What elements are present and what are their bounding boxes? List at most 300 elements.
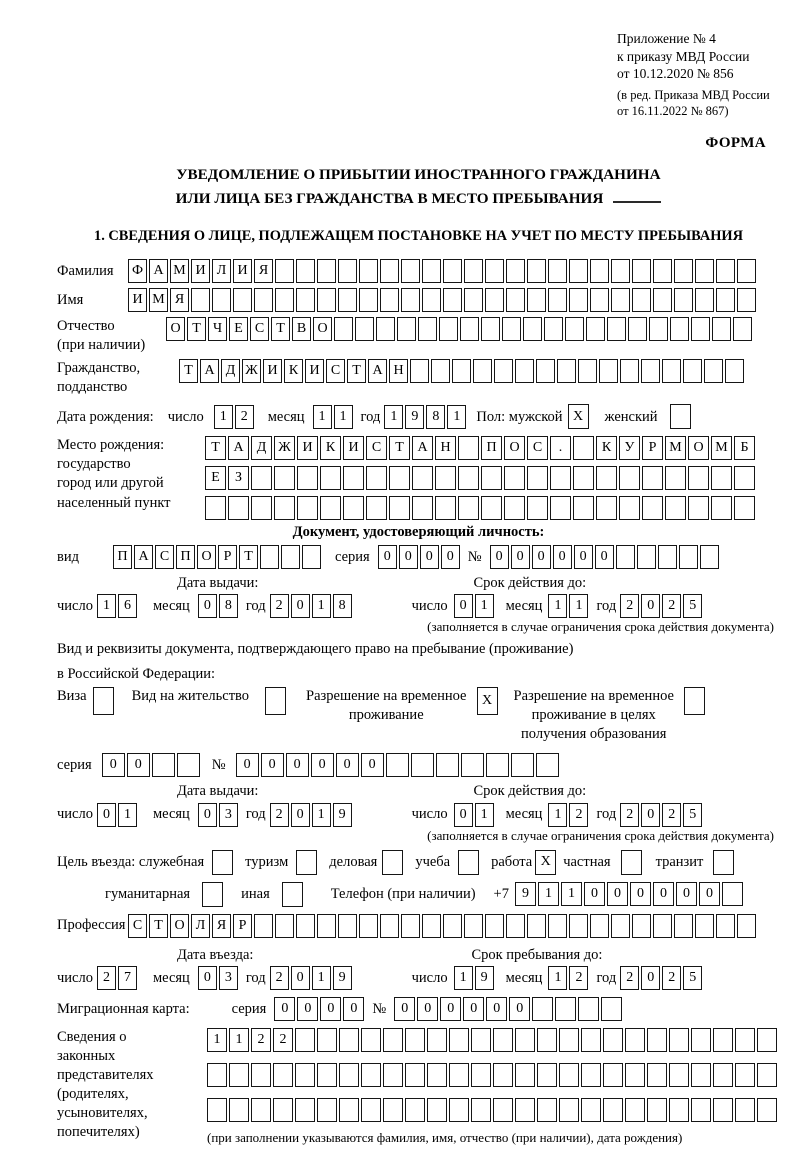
firstname-cell[interactable] (485, 288, 504, 312)
citizenship-cell[interactable]: Т (347, 359, 366, 383)
birthplace-line2-cell[interactable] (734, 466, 755, 490)
birthplace-line1-cell[interactable] (573, 436, 594, 460)
birthplace-line2-cell[interactable] (596, 466, 617, 490)
representatives-line1-cell[interactable] (493, 1028, 513, 1052)
doc-number-cell[interactable]: 0 (490, 545, 509, 569)
citizenship-cell[interactable] (410, 359, 429, 383)
representatives-line2-cell[interactable] (493, 1063, 513, 1087)
citizenship-cell[interactable]: К (284, 359, 303, 383)
firstname-cell[interactable] (233, 288, 252, 312)
patronymic-cell[interactable]: Т (271, 317, 290, 341)
representatives-line1-cell[interactable] (713, 1028, 733, 1052)
permit-series-cell[interactable] (177, 753, 200, 777)
profession-cell[interactable] (443, 914, 462, 938)
surname-cell[interactable]: Л (212, 259, 231, 283)
doc-issue-day-cell[interactable]: 1 (97, 594, 116, 618)
patronymic-cell[interactable] (481, 317, 500, 341)
representatives-line2-cell[interactable] (449, 1063, 469, 1087)
permit-series-cell[interactable]: 0 (127, 753, 150, 777)
representatives-line1-cell[interactable] (647, 1028, 667, 1052)
phone-cell[interactable]: 0 (607, 882, 628, 906)
citizenship-cell[interactable] (725, 359, 744, 383)
permit-valid-month-cell[interactable]: 1 (548, 803, 567, 827)
birthplace-line3-cell[interactable] (688, 496, 709, 520)
profession-cell[interactable] (485, 914, 504, 938)
doc-issue-year-cell[interactable]: 0 (291, 594, 310, 618)
birthplace-line3-cell[interactable] (458, 496, 479, 520)
birthplace-line3-cell[interactable] (412, 496, 433, 520)
firstname-cell[interactable] (296, 288, 315, 312)
representatives-line1-cell[interactable] (449, 1028, 469, 1052)
birthplace-line1-cell[interactable]: С (527, 436, 548, 460)
citizenship-cell[interactable]: Н (389, 359, 408, 383)
birthplace-line1-cell[interactable]: У (619, 436, 640, 460)
mc-number-cell[interactable] (601, 997, 622, 1021)
doc-series-cell[interactable]: 0 (420, 545, 439, 569)
representatives-line2-cell[interactable] (251, 1063, 271, 1087)
permit-issue-day-cell[interactable]: 1 (118, 803, 137, 827)
surname-cell[interactable] (338, 259, 357, 283)
mc-number-cell[interactable]: 0 (440, 997, 461, 1021)
representatives-line1-cell[interactable] (339, 1028, 359, 1052)
representatives-line2-cell[interactable] (471, 1063, 491, 1087)
mc-number-cell[interactable]: 0 (394, 997, 415, 1021)
phone-cell[interactable]: 0 (584, 882, 605, 906)
birthplace-line3-cell[interactable] (389, 496, 410, 520)
profession-cell[interactable] (569, 914, 588, 938)
citizenship-cell[interactable] (704, 359, 723, 383)
purpose-work-checkbox[interactable]: X (535, 850, 556, 875)
representatives-line2-cell[interactable] (625, 1063, 645, 1087)
firstname-cell[interactable] (338, 288, 357, 312)
permit-issue-month-cell[interactable]: 3 (219, 803, 238, 827)
citizenship-cell[interactable] (620, 359, 639, 383)
representatives-line1-cell[interactable]: 1 (207, 1028, 227, 1052)
permit-valid-year-cell[interactable]: 5 (683, 803, 702, 827)
doc-issue-day-cell[interactable]: 6 (118, 594, 137, 618)
birth-year-cell[interactable]: 1 (447, 405, 466, 429)
birthplace-line3-cell[interactable] (481, 496, 502, 520)
phone-cell[interactable]: 0 (653, 882, 674, 906)
phone-cell[interactable] (722, 882, 743, 906)
birthplace-line1-cell[interactable]: Т (205, 436, 226, 460)
representatives-line2-cell[interactable] (361, 1063, 381, 1087)
representatives-line3-cell[interactable] (493, 1098, 513, 1122)
birthplace-line2-cell[interactable] (711, 466, 732, 490)
mc-series-cell[interactable]: 0 (297, 997, 318, 1021)
birthplace-line2-cell[interactable] (343, 466, 364, 490)
surname-cell[interactable] (695, 259, 714, 283)
patronymic-cell[interactable]: Ч (208, 317, 227, 341)
mc-number-cell[interactable] (555, 997, 576, 1021)
birthplace-line2-cell[interactable] (527, 466, 548, 490)
mc-series-cell[interactable]: 0 (320, 997, 341, 1021)
entry-day-cell[interactable]: 2 (97, 966, 116, 990)
surname-cell[interactable] (275, 259, 294, 283)
representatives-line3-cell[interactable] (317, 1098, 337, 1122)
birthplace-line2-cell[interactable] (435, 466, 456, 490)
firstname-cell[interactable] (464, 288, 483, 312)
birthplace-line1-cell[interactable]: С (366, 436, 387, 460)
birthplace-line1-cell[interactable]: Р (642, 436, 663, 460)
representatives-line2-cell[interactable] (581, 1063, 601, 1087)
birthplace-line3-cell[interactable] (527, 496, 548, 520)
doc-kind-cell[interactable]: А (134, 545, 153, 569)
representatives-line1-cell[interactable] (537, 1028, 557, 1052)
birthplace-line3-cell[interactable] (435, 496, 456, 520)
doc-kind-cell[interactable]: П (176, 545, 195, 569)
profession-cell[interactable] (506, 914, 525, 938)
entry-day-cell[interactable]: 7 (118, 966, 137, 990)
birthplace-line3-cell[interactable] (734, 496, 755, 520)
representatives-line3-cell[interactable] (295, 1098, 315, 1122)
citizenship-cell[interactable]: Т (179, 359, 198, 383)
representatives-line2-cell[interactable] (691, 1063, 711, 1087)
representatives-line3-cell[interactable] (273, 1098, 293, 1122)
permit-valid-year-cell[interactable]: 0 (641, 803, 660, 827)
representatives-line3-cell[interactable] (251, 1098, 271, 1122)
citizenship-cell[interactable] (452, 359, 471, 383)
surname-cell[interactable] (674, 259, 693, 283)
phone-cell[interactable]: 0 (676, 882, 697, 906)
firstname-cell[interactable] (716, 288, 735, 312)
representatives-line2-cell[interactable] (295, 1063, 315, 1087)
representatives-line2-cell[interactable] (735, 1063, 755, 1087)
representatives-line3-cell[interactable] (207, 1098, 227, 1122)
permit-number-cell[interactable]: 0 (236, 753, 259, 777)
representatives-line1-cell[interactable] (581, 1028, 601, 1052)
patronymic-cell[interactable]: В (292, 317, 311, 341)
birthplace-line3-cell[interactable] (251, 496, 272, 520)
doc-kind-cell[interactable] (260, 545, 279, 569)
patronymic-cell[interactable]: О (166, 317, 185, 341)
birthplace-line2-cell[interactable] (458, 466, 479, 490)
firstname-cell[interactable] (380, 288, 399, 312)
patronymic-cell[interactable] (565, 317, 584, 341)
birthplace-line1-cell[interactable]: Т (389, 436, 410, 460)
birthplace-line1-cell[interactable]: А (412, 436, 433, 460)
representatives-line1-cell[interactable] (383, 1028, 403, 1052)
birthplace-line3-cell[interactable] (366, 496, 387, 520)
firstname-cell[interactable] (611, 288, 630, 312)
surname-cell[interactable]: И (191, 259, 210, 283)
doc-kind-cell[interactable]: П (113, 545, 132, 569)
birthplace-line2-cell[interactable] (665, 466, 686, 490)
representatives-line3-cell[interactable] (383, 1098, 403, 1122)
birthplace-line1-cell[interactable]: А (228, 436, 249, 460)
representatives-line3-cell[interactable] (471, 1098, 491, 1122)
phone-cell[interactable]: 0 (630, 882, 651, 906)
representatives-line2-cell[interactable] (317, 1063, 337, 1087)
doc-valid-day-cell[interactable]: 0 (454, 594, 473, 618)
firstname-cell[interactable] (590, 288, 609, 312)
firstname-cell[interactable]: М (149, 288, 168, 312)
citizenship-cell[interactable] (494, 359, 513, 383)
mc-number-cell[interactable]: 0 (463, 997, 484, 1021)
doc-valid-year-cell[interactable]: 2 (662, 594, 681, 618)
permit-valid-year-cell[interactable]: 2 (620, 803, 639, 827)
permit-series-cell[interactable] (152, 753, 175, 777)
stay-month-cell[interactable]: 1 (548, 966, 567, 990)
permit-issue-year-cell[interactable]: 9 (333, 803, 352, 827)
profession-cell[interactable] (464, 914, 483, 938)
permit-issue-day-cell[interactable]: 0 (97, 803, 116, 827)
temp-residence-checkbox[interactable]: X (477, 687, 498, 715)
surname-cell[interactable] (632, 259, 651, 283)
birthplace-line3-cell[interactable] (228, 496, 249, 520)
patronymic-cell[interactable]: Т (187, 317, 206, 341)
representatives-line2-cell[interactable] (669, 1063, 689, 1087)
stay-year-cell[interactable]: 0 (641, 966, 660, 990)
firstname-cell[interactable]: Я (170, 288, 189, 312)
birthplace-line3-cell[interactable] (297, 496, 318, 520)
representatives-line3-cell[interactable] (625, 1098, 645, 1122)
patronymic-cell[interactable] (733, 317, 752, 341)
birthplace-line3-cell[interactable] (665, 496, 686, 520)
birth-day-cell[interactable]: 1 (214, 405, 233, 429)
permit-valid-day-cell[interactable]: 0 (454, 803, 473, 827)
doc-series-cell[interactable]: 0 (441, 545, 460, 569)
representatives-line3-cell[interactable] (405, 1098, 425, 1122)
patronymic-cell[interactable] (376, 317, 395, 341)
stay-day-cell[interactable]: 1 (454, 966, 473, 990)
firstname-cell[interactable] (506, 288, 525, 312)
purpose-humanitarian-checkbox[interactable] (202, 882, 223, 907)
firstname-cell[interactable] (317, 288, 336, 312)
surname-cell[interactable]: И (233, 259, 252, 283)
firstname-cell[interactable] (254, 288, 273, 312)
birthplace-line2-cell[interactable] (297, 466, 318, 490)
birthplace-line1-cell[interactable]: Б (734, 436, 755, 460)
profession-cell[interactable]: Р (233, 914, 252, 938)
firstname-cell[interactable] (632, 288, 651, 312)
citizenship-cell[interactable]: С (326, 359, 345, 383)
mc-number-cell[interactable] (578, 997, 599, 1021)
phone-cell[interactable]: 1 (538, 882, 559, 906)
profession-cell[interactable] (737, 914, 756, 938)
representatives-line2-cell[interactable] (559, 1063, 579, 1087)
citizenship-cell[interactable] (473, 359, 492, 383)
representatives-line2-cell[interactable] (647, 1063, 667, 1087)
birthplace-line2-cell[interactable] (688, 466, 709, 490)
permit-number-cell[interactable] (486, 753, 509, 777)
citizenship-cell[interactable]: А (200, 359, 219, 383)
representatives-line2-cell[interactable] (273, 1063, 293, 1087)
permit-issue-year-cell[interactable]: 1 (312, 803, 331, 827)
representatives-line1-cell[interactable] (669, 1028, 689, 1052)
representatives-line3-cell[interactable] (735, 1098, 755, 1122)
citizenship-cell[interactable] (683, 359, 702, 383)
representatives-line2-cell[interactable] (537, 1063, 557, 1087)
birthplace-line3-cell[interactable] (573, 496, 594, 520)
representatives-line1-cell[interactable] (559, 1028, 579, 1052)
birthplace-line1-cell[interactable]: Д (251, 436, 272, 460)
representatives-line1-cell[interactable]: 2 (273, 1028, 293, 1052)
citizenship-cell[interactable] (578, 359, 597, 383)
representatives-line3-cell[interactable] (229, 1098, 249, 1122)
doc-number-cell[interactable] (679, 545, 698, 569)
birthplace-line2-cell[interactable] (642, 466, 663, 490)
patronymic-cell[interactable]: Е (229, 317, 248, 341)
surname-cell[interactable] (506, 259, 525, 283)
patronymic-cell[interactable] (334, 317, 353, 341)
birthplace-line2-cell[interactable] (389, 466, 410, 490)
birthplace-line1-cell[interactable]: Н (435, 436, 456, 460)
doc-valid-year-cell[interactable]: 0 (641, 594, 660, 618)
surname-cell[interactable] (443, 259, 462, 283)
profession-cell[interactable] (338, 914, 357, 938)
birthplace-line2-cell[interactable] (481, 466, 502, 490)
representatives-line2-cell[interactable] (603, 1063, 623, 1087)
purpose-tourism-checkbox[interactable] (296, 850, 317, 875)
birth-day-cell[interactable]: 2 (235, 405, 254, 429)
firstname-cell[interactable] (527, 288, 546, 312)
patronymic-cell[interactable] (628, 317, 647, 341)
entry-year-cell[interactable]: 9 (333, 966, 352, 990)
representatives-line2-cell[interactable] (383, 1063, 403, 1087)
purpose-business-checkbox[interactable] (382, 850, 403, 875)
surname-cell[interactable] (422, 259, 441, 283)
purpose-private-checkbox[interactable] (621, 850, 642, 875)
firstname-cell[interactable] (212, 288, 231, 312)
representatives-line3-cell[interactable] (713, 1098, 733, 1122)
doc-number-cell[interactable]: 0 (553, 545, 572, 569)
representatives-line3-cell[interactable] (515, 1098, 535, 1122)
birthplace-line2-cell[interactable] (550, 466, 571, 490)
birthplace-line2-cell[interactable] (274, 466, 295, 490)
birthplace-line1-cell[interactable]: И (297, 436, 318, 460)
birthplace-line1-cell[interactable]: М (665, 436, 686, 460)
doc-kind-cell[interactable]: Т (239, 545, 258, 569)
doc-issue-year-cell[interactable]: 2 (270, 594, 289, 618)
birthplace-line3-cell[interactable] (596, 496, 617, 520)
representatives-line3-cell[interactable] (339, 1098, 359, 1122)
stay-day-cell[interactable]: 9 (475, 966, 494, 990)
doc-kind-cell[interactable] (281, 545, 300, 569)
profession-cell[interactable] (632, 914, 651, 938)
surname-cell[interactable] (464, 259, 483, 283)
representatives-line2-cell[interactable] (757, 1063, 777, 1087)
representatives-line1-cell[interactable] (317, 1028, 337, 1052)
representatives-line3-cell[interactable] (581, 1098, 601, 1122)
profession-cell[interactable] (611, 914, 630, 938)
surname-cell[interactable] (716, 259, 735, 283)
citizenship-cell[interactable]: Ж (242, 359, 261, 383)
stay-year-cell[interactable]: 2 (620, 966, 639, 990)
representatives-line1-cell[interactable]: 2 (251, 1028, 271, 1052)
doc-valid-month-cell[interactable]: 1 (569, 594, 588, 618)
firstname-cell[interactable] (569, 288, 588, 312)
patronymic-cell[interactable] (670, 317, 689, 341)
surname-cell[interactable] (590, 259, 609, 283)
residence-permit-checkbox[interactable] (265, 687, 286, 715)
surname-cell[interactable]: М (170, 259, 189, 283)
entry-month-cell[interactable]: 3 (219, 966, 238, 990)
birthplace-line3-cell[interactable] (642, 496, 663, 520)
birthplace-line3-cell[interactable] (711, 496, 732, 520)
firstname-cell[interactable] (548, 288, 567, 312)
doc-issue-year-cell[interactable]: 1 (312, 594, 331, 618)
birthplace-line2-cell[interactable] (573, 466, 594, 490)
birthplace-line1-cell[interactable]: И (343, 436, 364, 460)
entry-month-cell[interactable]: 0 (198, 966, 217, 990)
firstname-cell[interactable] (191, 288, 210, 312)
birth-month-cell[interactable]: 1 (313, 405, 332, 429)
profession-cell[interactable] (401, 914, 420, 938)
permit-number-cell[interactable] (536, 753, 559, 777)
purpose-study-checkbox[interactable] (458, 850, 479, 875)
doc-series-cell[interactable]: 0 (399, 545, 418, 569)
sex-male-checkbox[interactable]: X (568, 404, 589, 429)
representatives-line2-cell[interactable] (713, 1063, 733, 1087)
surname-cell[interactable]: Я (254, 259, 273, 283)
phone-cell[interactable]: 9 (515, 882, 536, 906)
birthplace-line3-cell[interactable] (619, 496, 640, 520)
doc-issue-year-cell[interactable]: 8 (333, 594, 352, 618)
permit-number-cell[interactable]: 0 (311, 753, 334, 777)
doc-number-cell[interactable]: 0 (595, 545, 614, 569)
citizenship-cell[interactable] (431, 359, 450, 383)
profession-cell[interactable] (716, 914, 735, 938)
representatives-line1-cell[interactable] (735, 1028, 755, 1052)
patronymic-cell[interactable]: О (313, 317, 332, 341)
profession-cell[interactable] (296, 914, 315, 938)
representatives-line3-cell[interactable] (691, 1098, 711, 1122)
citizenship-cell[interactable] (641, 359, 660, 383)
doc-number-cell[interactable] (637, 545, 656, 569)
birthplace-line3-cell[interactable] (550, 496, 571, 520)
birthplace-line1-cell[interactable]: О (504, 436, 525, 460)
surname-cell[interactable] (737, 259, 756, 283)
representatives-line1-cell[interactable] (515, 1028, 535, 1052)
profession-cell[interactable] (695, 914, 714, 938)
doc-valid-year-cell[interactable]: 2 (620, 594, 639, 618)
patronymic-cell[interactable] (355, 317, 374, 341)
firstname-cell[interactable] (422, 288, 441, 312)
profession-cell[interactable] (422, 914, 441, 938)
firstname-cell[interactable] (401, 288, 420, 312)
phone-cell[interactable]: 1 (561, 882, 582, 906)
doc-number-cell[interactable] (658, 545, 677, 569)
birthplace-line2-cell[interactable] (320, 466, 341, 490)
representatives-line2-cell[interactable] (405, 1063, 425, 1087)
purpose-transit-checkbox[interactable] (713, 850, 734, 875)
permit-number-cell[interactable] (511, 753, 534, 777)
representatives-line1-cell[interactable] (405, 1028, 425, 1052)
representatives-line3-cell[interactable] (603, 1098, 623, 1122)
citizenship-cell[interactable]: И (305, 359, 324, 383)
permit-issue-year-cell[interactable]: 2 (270, 803, 289, 827)
permit-number-cell[interactable]: 0 (286, 753, 309, 777)
birthplace-line3-cell[interactable] (320, 496, 341, 520)
representatives-line3-cell[interactable] (559, 1098, 579, 1122)
birthplace-line2-cell[interactable] (504, 466, 525, 490)
patronymic-cell[interactable] (544, 317, 563, 341)
representatives-line3-cell[interactable] (449, 1098, 469, 1122)
representatives-line3-cell[interactable] (757, 1098, 777, 1122)
profession-cell[interactable] (527, 914, 546, 938)
firstname-cell[interactable] (695, 288, 714, 312)
citizenship-cell[interactable] (557, 359, 576, 383)
citizenship-cell[interactable] (662, 359, 681, 383)
doc-issue-month-cell[interactable]: 0 (198, 594, 217, 618)
permit-number-cell[interactable]: 0 (261, 753, 284, 777)
mc-number-cell[interactable] (532, 997, 553, 1021)
patronymic-cell[interactable] (418, 317, 437, 341)
phone-cell[interactable]: 0 (699, 882, 720, 906)
surname-cell[interactable] (653, 259, 672, 283)
representatives-line3-cell[interactable] (361, 1098, 381, 1122)
